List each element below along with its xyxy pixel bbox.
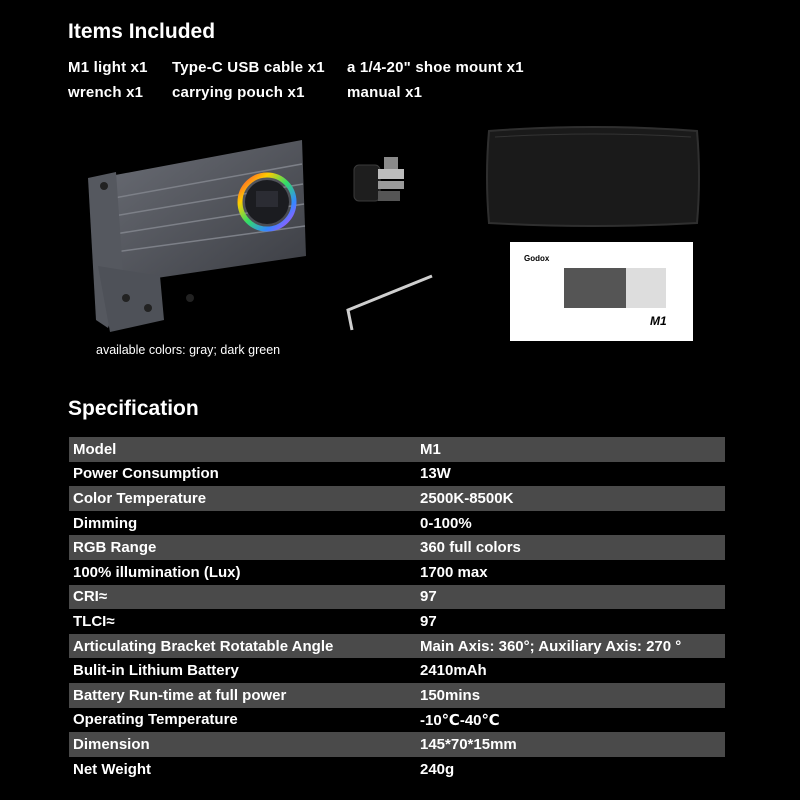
spec-value: 2410mAh [412,658,725,683]
spec-row [69,609,725,634]
spec-label: Net Weight [69,757,412,782]
spec-value: 240g [412,757,725,782]
spec-row [69,708,725,733]
item-manual: manual x1 [347,84,423,101]
manual-model-label: M1 [650,314,667,328]
wrench-image [340,268,440,338]
spec-row [69,535,725,560]
spec-row [69,732,725,757]
spec-value: 97 [412,585,725,610]
manual-image [510,242,693,341]
spec-value: 0-100% [412,511,725,536]
spec-value: 150mins [412,683,725,708]
spec-value: 145*70*15mm [412,732,725,757]
spec-row [69,560,725,585]
spec-row [69,757,725,782]
spec-value: -10℃-40℃ [412,708,725,733]
spec-value: 13W [412,462,725,487]
available-colors-caption: available colors: gray; dark green [96,343,281,357]
spec-label: Power Consumption [69,462,412,487]
item-wrench: wrench x1 [68,84,144,101]
spec-value: M1 [412,437,725,462]
carrying-pouch-image [485,125,701,229]
spec-label: CRI≈ [69,585,412,610]
shoe-mount-image [350,155,410,225]
spec-value: 1700 max [412,560,725,585]
spec-row [69,683,725,708]
specification-title: Specification [68,397,199,420]
m1-light-image [80,136,310,336]
spec-label: TLCI≈ [69,609,412,634]
item-carrying-pouch: carrying pouch x1 [172,84,305,101]
spec-label: Color Temperature [69,486,412,511]
specification-table [69,437,725,781]
item-shoe-mount: a 1/4-20" shoe mount x1 [347,59,524,76]
spec-row [69,486,725,511]
spec-label: Bulit-in Lithium Battery [69,658,412,683]
spec-row [69,634,725,659]
spec-label: RGB Range [69,535,412,560]
manual-light-photo [564,268,626,308]
spec-row [69,585,725,610]
spec-value: 97 [412,609,725,634]
spec-label: Battery Run-time at full power [69,683,412,708]
items-included-title: Items Included [68,20,216,43]
spec-label: 100% illumination (Lux) [69,560,412,585]
spec-value: Main Axis: 360°; Auxiliary Axis: 270 ° [412,634,725,659]
spec-label: Operating Temperature [69,708,412,733]
item-usb-cable: Type-C USB cable x1 [172,59,325,76]
spec-value: 360 full colors [412,535,725,560]
manual-brand-logo: Godox [524,254,550,263]
spec-row [69,462,725,487]
spec-row [69,658,725,683]
spec-label: Model [69,437,412,462]
manual-led-photo [626,268,666,308]
spec-label: Dimension [69,732,412,757]
spec-label: Dimming [69,511,412,536]
spec-label: Articulating Bracket Rotatable Angle [69,634,412,659]
spec-row [69,511,725,536]
item-m1-light: M1 light x1 [68,59,148,76]
spec-value: 2500K-8500K [412,486,725,511]
spec-row [69,437,725,462]
